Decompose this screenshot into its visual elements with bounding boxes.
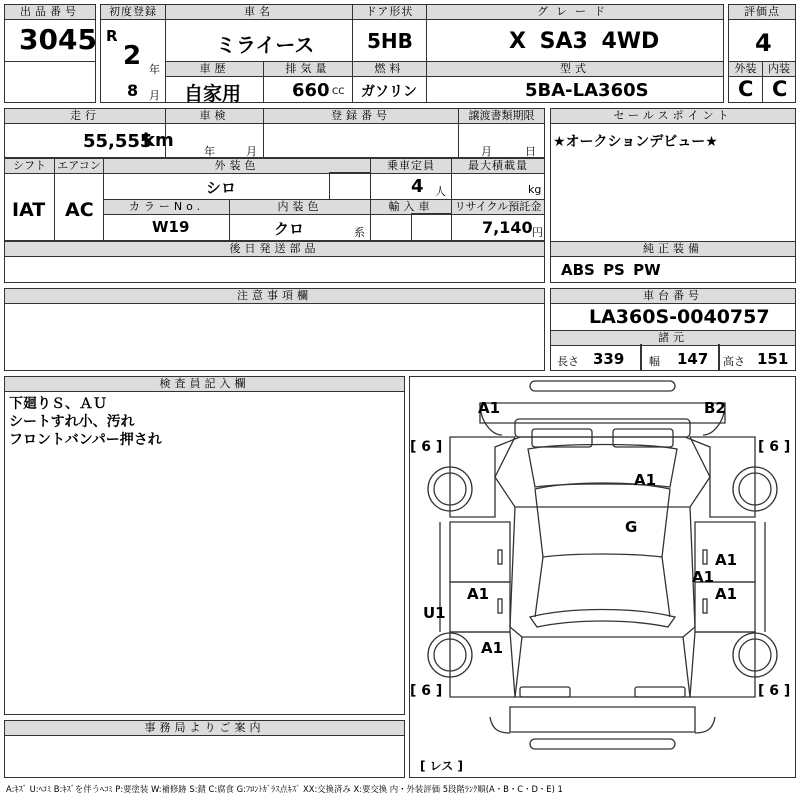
dimensions-vdivider-2 bbox=[718, 344, 720, 371]
transfer-day-unit: 日 bbox=[525, 145, 536, 158]
interior-grade-value: C bbox=[772, 77, 788, 101]
notes-header: 注意事項欄 bbox=[5, 289, 544, 304]
import-divider-cell bbox=[411, 213, 452, 241]
height-value: 151 bbox=[757, 350, 789, 368]
history-box bbox=[165, 61, 264, 103]
dimensions-box bbox=[550, 330, 796, 371]
score-value: 4 bbox=[755, 29, 772, 57]
genuine-equipment-value: ABS PS PW bbox=[561, 261, 661, 279]
damage-mark-front-right: B2 bbox=[704, 399, 726, 417]
car-outline-diagram bbox=[410, 377, 795, 777]
model-value: 5BA-LA360S bbox=[525, 80, 649, 101]
car-name-box bbox=[165, 4, 353, 62]
damage-mark-left-rear-door: A1 bbox=[467, 585, 490, 603]
fuel-header: 燃料 bbox=[353, 62, 426, 77]
lot-no-header: 出品番号 bbox=[5, 5, 95, 20]
tire-depth-front-right: [ 6 ] bbox=[758, 439, 791, 455]
tire-depth-rear-right: [ 6 ] bbox=[758, 683, 791, 699]
capacity-box bbox=[370, 158, 452, 200]
genuine-equipment-header: 純正装備 bbox=[551, 242, 795, 257]
later-parts-header: 後日発送部品 bbox=[5, 242, 544, 257]
exterior-grade-value: C bbox=[738, 77, 754, 101]
displacement-value: 660 bbox=[292, 80, 330, 101]
displacement-box bbox=[263, 61, 353, 103]
tire-depth-front-left: [ 6 ] bbox=[410, 439, 443, 455]
max-load-unit: kg bbox=[528, 183, 542, 196]
body-color-value: シロ bbox=[206, 179, 237, 197]
color-no-value: W19 bbox=[152, 218, 190, 236]
tire-depth-rear-left: [ 6 ] bbox=[410, 683, 443, 699]
width-label: 幅 bbox=[649, 355, 660, 368]
aircon-box bbox=[54, 158, 104, 241]
reg-month: 8 bbox=[127, 81, 139, 100]
capacity-value: 4 bbox=[411, 176, 424, 197]
sales-point-header: セールスポイント bbox=[551, 109, 795, 124]
interior-grade-header: 内装 bbox=[763, 62, 795, 77]
car-name-header: 車名 bbox=[166, 5, 352, 20]
mileage-unit: km bbox=[143, 130, 174, 151]
color-no-header: カラーNo. bbox=[104, 200, 229, 215]
recycle-unit: 円 bbox=[532, 226, 543, 239]
inspector-note: シートすれ小、汚れ bbox=[9, 414, 135, 430]
spare-tire-status: [ レス ] bbox=[420, 759, 463, 773]
lot-no-box bbox=[4, 4, 96, 62]
chassis-header: 車台番号 bbox=[551, 289, 795, 304]
displacement-unit: CC bbox=[332, 87, 345, 97]
body-color-extra-cell bbox=[329, 172, 371, 200]
damage-diagram bbox=[409, 376, 796, 778]
inspector-note: 下廻りＳ、ＡＵ bbox=[9, 396, 107, 412]
shift-header: シフト bbox=[5, 159, 54, 174]
car-name-value: ミライース bbox=[216, 33, 315, 57]
capacity-unit: 人 bbox=[435, 185, 446, 198]
damage-mark-right-rear-door: A1 bbox=[715, 585, 738, 603]
mileage-header: 走行 bbox=[5, 109, 165, 124]
lot-no-empty-cell bbox=[4, 61, 96, 103]
sales-point-value: ★オークションデビュー★ bbox=[553, 134, 718, 150]
first-reg-box bbox=[100, 4, 166, 103]
length-label: 長さ bbox=[557, 355, 579, 368]
later-parts-box bbox=[4, 241, 545, 283]
score-header: 評価点 bbox=[729, 5, 795, 20]
genuine-equipment-box bbox=[550, 241, 796, 283]
shift-value: IAT bbox=[12, 199, 46, 221]
dimensions-vdivider-1 bbox=[640, 344, 642, 371]
damage-mark-left-sill: U1 bbox=[423, 604, 446, 622]
damage-mark-windshield: G bbox=[625, 518, 638, 536]
height-label: 高さ bbox=[723, 355, 745, 368]
color-no-box bbox=[103, 199, 230, 241]
grade-header: グレード bbox=[427, 5, 723, 20]
transfer-deadline-box bbox=[458, 108, 545, 158]
interior-color-suffix: 系 bbox=[354, 226, 365, 239]
recycle-value: 7,140 bbox=[482, 218, 533, 237]
aircon-header: エアコン bbox=[55, 159, 103, 174]
import-header: 輸入車 bbox=[371, 200, 451, 215]
office-box bbox=[4, 720, 405, 778]
recycle-box bbox=[451, 199, 545, 241]
chassis-box bbox=[550, 288, 796, 331]
model-box bbox=[426, 61, 724, 103]
model-header: 型式 bbox=[427, 62, 723, 77]
chassis-value: LA360S-0040757 bbox=[589, 306, 770, 328]
door-value: 5HB bbox=[367, 29, 413, 53]
inspector-box bbox=[4, 376, 405, 715]
history-header: 車歴 bbox=[166, 62, 263, 77]
sales-point-box bbox=[550, 108, 796, 242]
inspection-year-unit: 年 bbox=[204, 145, 215, 158]
max-load-header: 最大積載量 bbox=[452, 159, 544, 174]
door-box bbox=[352, 4, 427, 62]
transfer-month-unit: 月 bbox=[481, 145, 492, 158]
transfer-deadline-header: 譲渡書類期限 bbox=[459, 109, 544, 124]
capacity-header: 乗車定員 bbox=[371, 159, 451, 174]
registration-box bbox=[263, 108, 459, 158]
reg-month-unit: 月 bbox=[149, 89, 160, 102]
recycle-header: リサイクル預託金 bbox=[452, 200, 544, 215]
inspector-header: 検査員記入欄 bbox=[5, 377, 404, 392]
inspection-box bbox=[165, 108, 264, 158]
damage-mark-right-mid: A1 bbox=[692, 568, 715, 586]
max-load-box bbox=[451, 158, 545, 200]
fuel-box bbox=[352, 61, 427, 103]
dimensions-header: 諸元 bbox=[551, 331, 795, 346]
shift-box bbox=[4, 158, 55, 241]
width-value: 147 bbox=[677, 350, 709, 368]
office-header: 事務局よりご案内 bbox=[5, 721, 404, 736]
exterior-grade-header: 外装 bbox=[729, 62, 762, 77]
damage-mark-hood: A1 bbox=[634, 471, 657, 489]
mileage-value: 55,555 bbox=[83, 131, 153, 152]
reg-era: R bbox=[106, 27, 118, 45]
damage-mark-right-front-door: A1 bbox=[715, 551, 738, 569]
inspection-header: 車検 bbox=[166, 109, 263, 124]
exterior-grade-box bbox=[728, 61, 763, 103]
displacement-header: 排気量 bbox=[264, 62, 352, 77]
fuel-value: ガソリン bbox=[361, 84, 417, 100]
aircon-value: AC bbox=[65, 199, 94, 221]
damage-mark-left-rear-fender: A1 bbox=[481, 639, 504, 657]
lot-no-value: 3045 bbox=[19, 23, 97, 56]
mileage-box bbox=[4, 108, 174, 158]
interior-color-value: クロ bbox=[274, 220, 305, 238]
history-value: 自家用 bbox=[184, 83, 242, 105]
inspection-month-unit: 月 bbox=[246, 145, 257, 158]
notes-box bbox=[4, 288, 545, 371]
interior-grade-box bbox=[762, 61, 796, 103]
inspector-note: フロントバンパー押され bbox=[9, 432, 162, 448]
registration-header: 登録番号 bbox=[264, 109, 458, 124]
door-header: ドア形状 bbox=[353, 5, 426, 20]
grade-value: X SA3 4WD bbox=[509, 29, 660, 54]
score-box bbox=[728, 4, 796, 62]
legend-text: A:ｷｽﾞ U:ﾍｺﾐ B:ｷｽﾞを伴うﾍｺﾐ P:要塗装 W:補修跡 S:錆 C:腐食 G:ﾌﾛﾝﾄｶﾞﾗｽ点ｷｽﾞ XX:交換済み X:要交換 内・外装評価 5段階ﾗﾝｸ順(A・B・C・D・E) 1 bbox=[6, 784, 563, 794]
interior-color-header: 内装色 bbox=[230, 200, 370, 215]
interior-color-box bbox=[229, 199, 371, 241]
grade-box bbox=[426, 4, 724, 62]
first-reg-header: 初度登録 bbox=[101, 5, 165, 20]
damage-mark-front-left: A1 bbox=[478, 399, 501, 417]
reg-year: 2 bbox=[123, 41, 142, 71]
body-color-header: 外装色 bbox=[104, 159, 370, 174]
reg-year-unit: 年 bbox=[149, 63, 160, 76]
length-value: 339 bbox=[593, 350, 625, 368]
